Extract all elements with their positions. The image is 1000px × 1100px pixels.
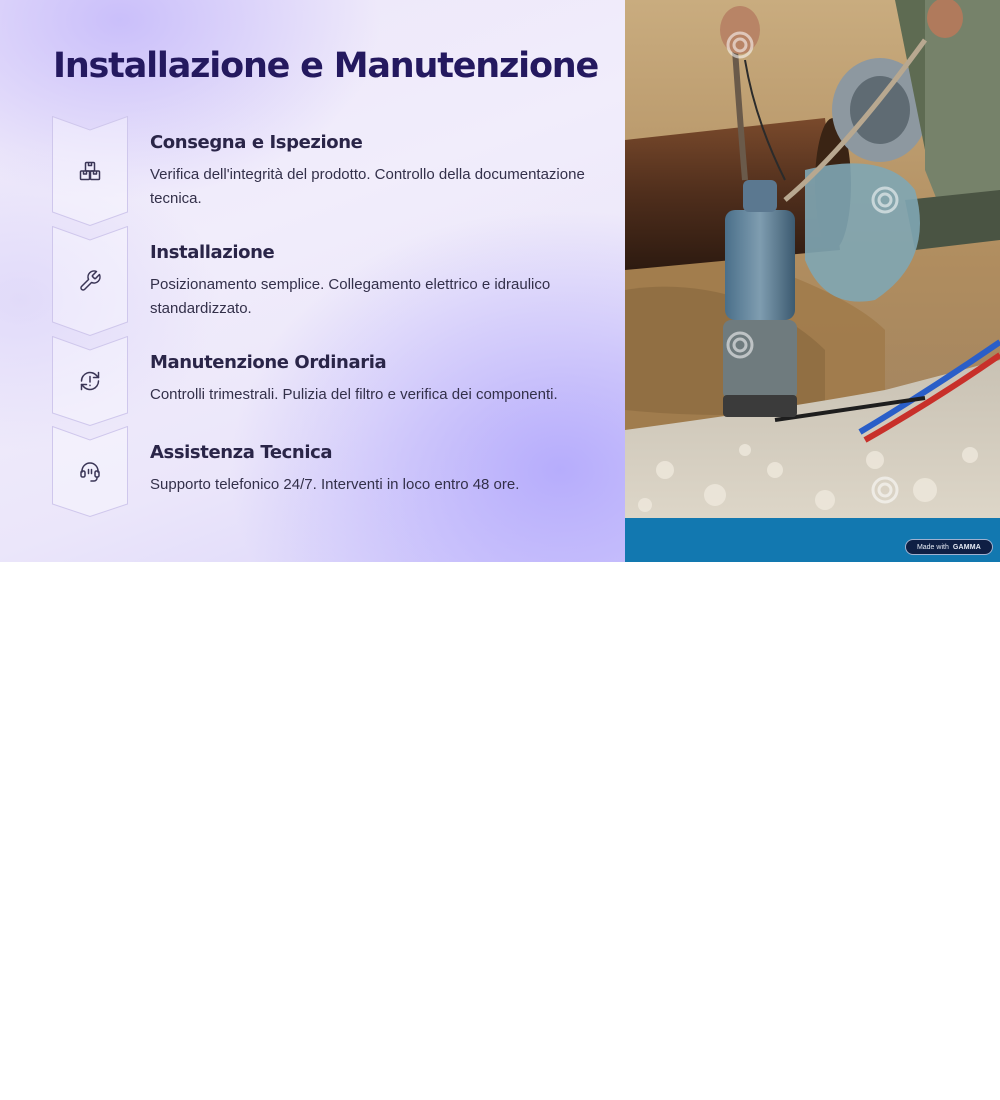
- step-assistenza: [0, 426, 625, 517]
- slide-title: Installazione e Manutenzione: [53, 46, 599, 86]
- submersible-pump-photo: [625, 0, 1000, 518]
- step-title: Consegna e Ispezione: [150, 132, 363, 153]
- step-chevron: [52, 116, 128, 226]
- step-consegna: [0, 116, 625, 226]
- step-chevron: [52, 426, 128, 517]
- step-manutenzione: [0, 336, 625, 426]
- content-panel: [0, 0, 625, 562]
- step-title: Installazione: [150, 242, 275, 263]
- step-title: Assistenza Tecnica: [150, 442, 333, 463]
- boxes-icon: [78, 159, 102, 183]
- step-chevron: [52, 226, 128, 336]
- image-panel: [625, 0, 1000, 562]
- step-description: Supporto telefonico 24/7. Interventi in loco entro 48 ore.: [150, 476, 520, 493]
- step-description: Controlli trimestrali. Pulizia del filtro e verifica dei componenti.: [150, 386, 558, 403]
- step-description: Posizionamento semplice. Collegamento elettrico e idraulico standardizzato.: [150, 276, 551, 317]
- gamma-logo: GAMMA: [952, 543, 982, 551]
- wrench-icon: [78, 269, 102, 293]
- step-installazione: [0, 226, 625, 336]
- badge-prefix: Made with: [916, 543, 949, 551]
- made-with-gamma-badge[interactable]: [905, 539, 993, 555]
- step-title: Manutenzione Ordinaria: [150, 352, 387, 373]
- step-description: Verifica dell'integrità del prodotto. Controllo della documentazione tecnica.: [150, 166, 585, 207]
- headset-icon: [78, 459, 102, 483]
- step-chevron: [52, 336, 128, 426]
- refresh-alert-icon: [78, 369, 102, 393]
